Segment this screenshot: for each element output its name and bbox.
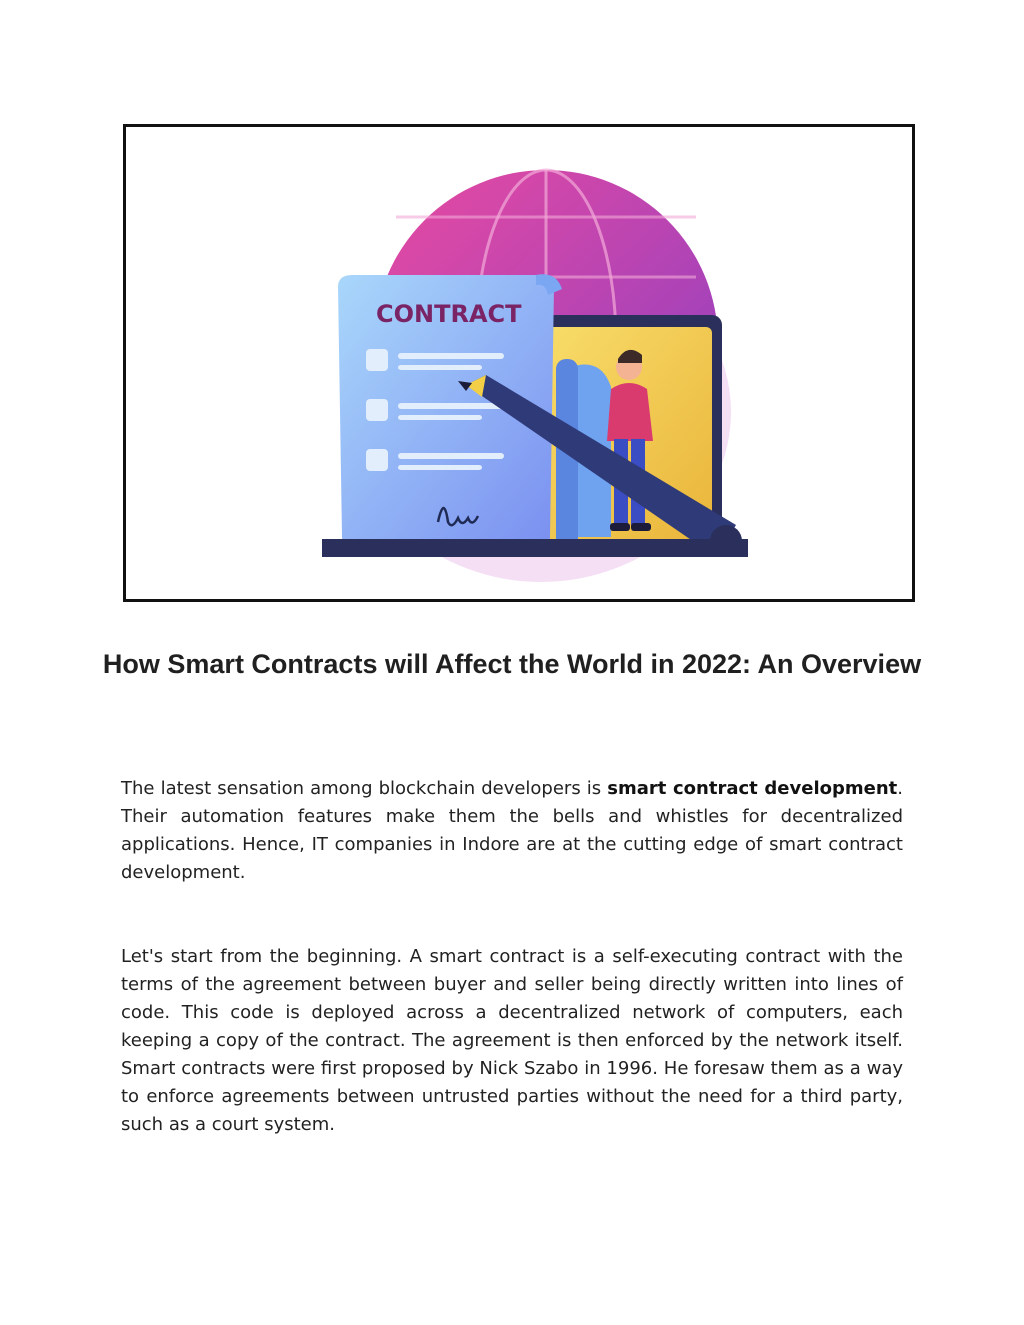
laptop-base-icon	[322, 539, 748, 557]
smart-contract-highlight: smart contract development	[607, 778, 898, 799]
smart-contract-illustration	[126, 127, 912, 599]
intro-paragraph	[121, 775, 903, 887]
intro-prefix: The latest sensation among blockchain developers is	[121, 778, 608, 799]
body-paragraph: Let's start from the beginning. A smart contract is a self-executing contract with the terms of the agreement between buyer and seller being directly written into lines of code. This code is deployed across a decentralized network of computers, each keeping a copy of the contract. The agreement is then enforced by the network itself. Smart contracts were first proposed by Nick Szabo in 1996. He foresaw them as a way to enforce agreements between untrusted parties without the need for a third party, such as a court system.	[121, 946, 903, 1135]
contract-label: CONTRACT	[376, 300, 522, 328]
intro-suffix: . Their automation features make them the bells and whistles for decentralized applications. Hence, IT companies in Indore are at the cutting edge of smart contract development.	[121, 778, 903, 883]
article-title: How Smart Contracts will Affect the World in 2022: An Overview	[102, 649, 922, 679]
hero-image-frame	[123, 124, 915, 602]
